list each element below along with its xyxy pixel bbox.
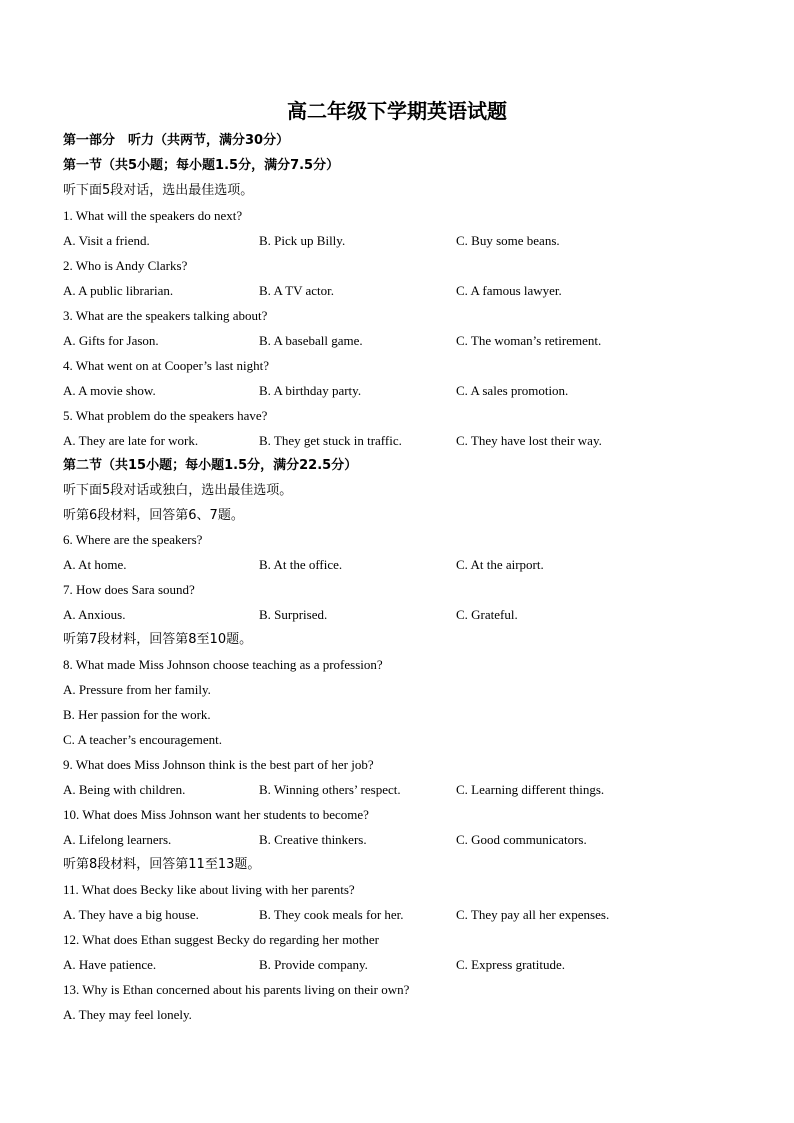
option-a: A. They are late for work. [63,433,199,448]
option-a: A. Have patience. [63,957,157,972]
option-a: A. Visit a friend. [63,233,150,248]
page-title: 高二年级下学期英语试题 [287,99,507,123]
question-stem: 12. What does Ethan suggest Becky do regarding her mother [63,932,380,947]
option-c: C. At the airport. [456,557,544,572]
question-stem: 11. What does Becky like about living with her parents? [63,882,355,897]
question-stem: 6. Where are the speakers? [63,532,203,547]
option-c: C. Learning different things. [456,782,605,797]
question-stem: 2. Who is Andy Clarks? [63,258,188,273]
option-c: C. Express gratitude. [456,957,566,972]
option-c: C. A teacher’s encouragement. [63,732,222,747]
section-instructions: 听下面5段对话或独白，选出最佳选项。 [63,483,293,498]
section-heading: 第一节（共5小题；每小题1.5分，满分7.5分） [63,158,340,173]
question-stem: 8. What made Miss Johnson choose teaching as a profession? [63,657,383,672]
option-c: C. A sales promotion. [456,383,569,398]
question-stem: 9. What does Miss Johnson think is the best part of her job? [63,757,374,772]
option-b: B. Pick up Billy. [259,233,346,248]
question-stem: 3. What are the speakers talking about? [63,308,268,323]
part-heading: 第一部分 听力（共两节，满分30分） [63,133,290,148]
option-b: B. At the office. [259,557,343,572]
material-note: 听第6段材料，回答第6、7题。 [63,508,244,523]
option-b: B. Her passion for the work. [63,707,211,722]
option-a: A. Lifelong learners. [63,832,172,847]
option-a: A. They may feel lonely. [63,1007,192,1022]
option-b: B. A birthday party. [259,383,362,398]
option-a: A. Being with children. [63,782,186,797]
material-note: 听第7段材料，回答第8至10题。 [63,632,253,647]
option-b: B. A TV actor. [259,283,334,298]
option-c: C. A famous lawyer. [456,283,562,298]
option-b: B. They cook meals for her. [259,907,404,922]
section-instructions: 听下面5段对话，选出最佳选项。 [63,183,254,198]
option-a: A. Gifts for Jason. [63,333,159,348]
option-b: B. Winning others’ respect. [259,782,401,797]
option-c: C. Grateful. [456,607,518,622]
option-a: A. Pressure from her family. [63,682,211,697]
option-a: A. A public librarian. [63,283,174,298]
option-b: B. They get stuck in traffic. [259,433,402,448]
option-b: B. A baseball game. [259,333,363,348]
option-a: A. At home. [63,557,127,572]
option-a: A. Anxious. [63,607,126,622]
question-stem: 13. Why is Ethan concerned about his parents living on their own? [63,982,410,997]
question-stem: 4. What went on at Cooper’s last night? [63,358,270,373]
option-b: B. Provide company. [259,957,368,972]
option-b: B. Surprised. [259,607,328,622]
question-stem: 5. What problem do the speakers have? [63,408,268,423]
option-b: B. Creative thinkers. [259,832,367,847]
option-c: C. The woman’s retirement. [456,333,602,348]
option-a: A. They have a big house. [63,907,199,922]
option-c: C. They pay all her expenses. [456,907,610,922]
option-c: C. Buy some beans. [456,233,560,248]
question-stem: 10. What does Miss Johnson want her students to become? [63,807,369,822]
option-c: C. Good communicators. [456,832,587,847]
question-stem: 7. How does Sara sound? [63,582,195,597]
section-heading: 第二节（共15小题；每小题1.5分，满分22.5分） [63,458,358,473]
option-a: A. A movie show. [63,383,156,398]
material-note: 听第8段材料，回答第11至13题。 [63,857,261,872]
option-c: C. They have lost their way. [456,433,602,448]
question-stem: 1. What will the speakers do next? [63,208,243,223]
